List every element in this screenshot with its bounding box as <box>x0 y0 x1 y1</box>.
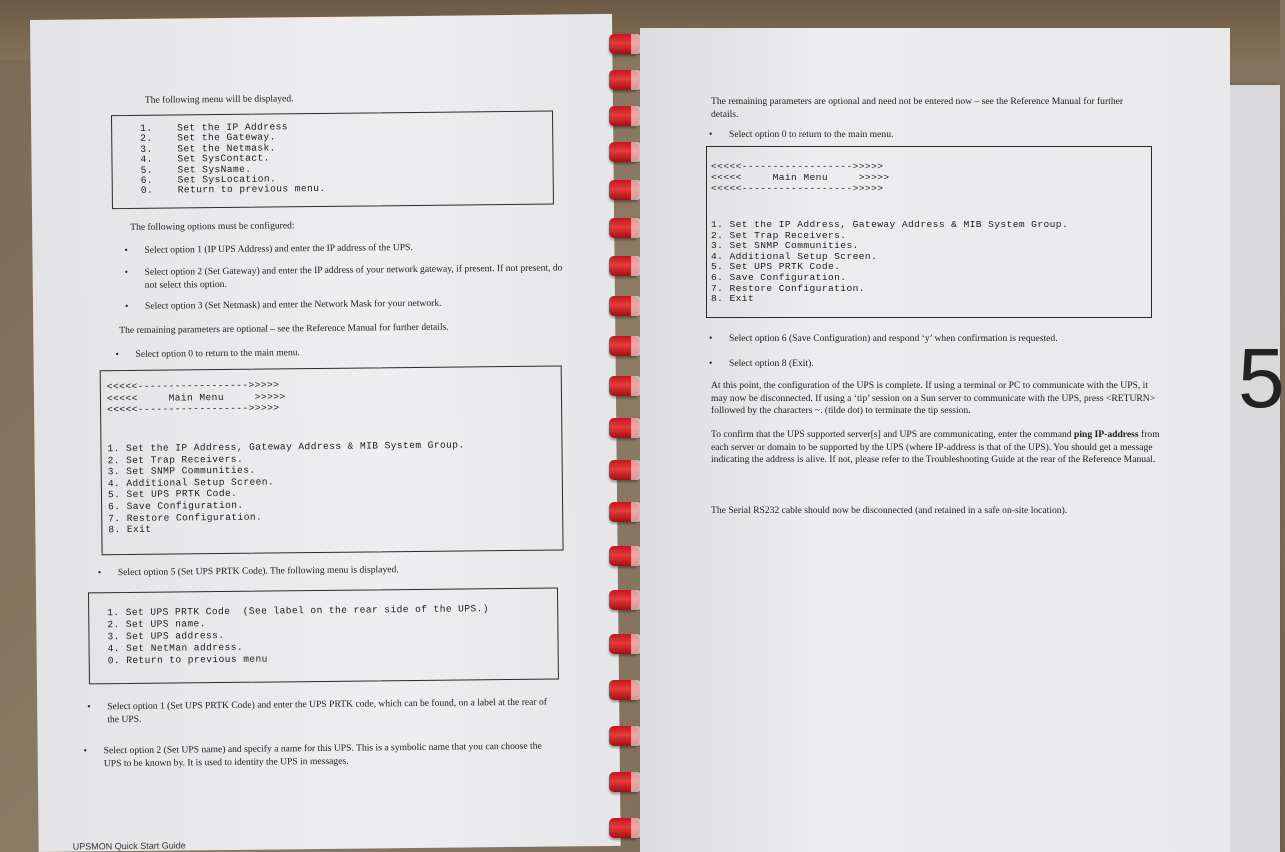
bullet-option-0: • Select option 0 to return to the main menu. <box>135 344 565 361</box>
prtk-menu-box <box>88 588 559 685</box>
bullet-ups-name: • Select option 2 (Set UPS name) and specify a name for this UPS. This is a symbolic name that you can choose the UPS to be known by. It is used to identity the UPS in messages. <box>104 741 559 771</box>
binding-ring <box>609 680 639 700</box>
bullet-return-main: • Select option 0 to return to the main menu. <box>729 129 1149 142</box>
binding-ring <box>609 296 639 316</box>
options-menu-box <box>111 111 554 210</box>
bullet-option-3: • Select option 3 (Set Netmask) and enter the Network Mask for your network. <box>145 296 575 313</box>
must-configure-text: The following options must be configured: <box>130 220 295 233</box>
binding-ring <box>609 256 639 276</box>
main-menu-box <box>100 365 564 555</box>
binding-ring <box>609 34 639 54</box>
binding-ring <box>609 218 639 238</box>
prtk-menu-text: 1. Set UPS PRTK Code (See label on the rear side of the UPS.) 2. Set UPS name. 3. Set UPS address. 4. Set NetMan address. 0. Return to previous menu <box>107 603 489 667</box>
binding-ring <box>609 546 639 566</box>
binding-ring <box>609 70 639 90</box>
bullet-option-5: • Select option 5 (Set UPS PRTK Code). The following menu is displayed. <box>118 563 548 580</box>
serial-cable-note: The Serial RS232 cable should now be disconnected (and retained in a safe on-site location). <box>711 505 1068 516</box>
page-footer: UPSMON Quick Start Guide <box>72 840 186 852</box>
left-page <box>30 14 621 852</box>
ping-command: ping IP-address <box>1074 429 1139 440</box>
main-menu-items: 1. Set the IP Address, Gateway Address & MIB System Group. 2. Set Trap Receivers. 3. Set SNMP Communities. 4. Additional Setup Screen. 5. Set UPS PRTK Code. 6. Save Configuration. 7. Restore Configuration. 8. Exit <box>711 219 1069 305</box>
main-menu-box <box>706 146 1152 318</box>
main-menu-header: <<<<<------------------>>>>> <<<<< Main Menu >>>>> <<<<<------------------>>>>> <box>106 379 286 416</box>
bullet-option-2: • Select option 2 (Set Gateway) and enter the IP address of your network gateway, if present. If not present, do not select this option. <box>145 262 575 292</box>
main-menu-items: 1. Set the IP Address, Gateway Address & MIB System Group. 2. Set Trap Receivers. 3. Set SNMP Communities. 4. Additional Setup Screen. 5. Set UPS PRTK Code. 6. Save Configuration. 7. Restore Configuration. 8. Exit <box>107 439 465 536</box>
binding-ring <box>609 418 639 438</box>
bullet-prtk-code: • Select option 1 (Set UPS PRTK Code) and enter the UPS PRTK code, which can be found, on a label at the rear of the UPS. <box>107 697 557 727</box>
binding-ring <box>609 726 639 746</box>
binding-ring <box>609 180 639 200</box>
completion-paragraph: At this point, the configuration of the UPS is complete. If using a terminal or PC to communicate with the UPS, it may now be disconnected. If using a ‘tip’ session on a Sun server to communicate with the UPS, press <RETURN> followed by the characters ~. (tilde dot) to terminate the tip session. <box>711 380 1156 416</box>
intro-text: The following menu will be displayed. <box>144 93 294 106</box>
right-page <box>640 28 1230 852</box>
bullet-exit: • Select option 8 (Exit). <box>729 358 1169 371</box>
options-menu-text: 1. Set the IP Address 2. Set the Gateway. 3. Set the Netmask. 4. Set SysContact. 5. Set SysName. 6. Set SysLocation. 0. Return to previous menu. <box>140 121 326 197</box>
binding-ring <box>609 336 639 356</box>
binding-ring <box>609 106 639 126</box>
binding-ring <box>609 818 639 838</box>
binding-ring <box>609 634 639 654</box>
binding-ring <box>609 460 639 480</box>
ping-paragraph <box>711 429 1161 467</box>
bullet-option-1: • Select option 1 (IP UPS Address) and enter the IP address of the UPS. <box>144 240 574 257</box>
next-page-digit: 5 <box>1238 331 1285 425</box>
spiral-binding <box>605 0 645 852</box>
binding-ring <box>609 590 639 610</box>
binding-ring <box>609 376 639 396</box>
binding-ring <box>609 142 639 162</box>
ping-text-start: To confirm that the UPS supported server[s] and UPS are communicating, enter the command <box>711 429 1075 440</box>
binding-ring <box>609 772 639 792</box>
main-menu-header: <<<<<------------------>>>>> <<<<< Main Menu >>>>> <<<<<------------------>>>>> <box>711 161 890 194</box>
bullet-save-config: • Select option 6 (Save Configuration) and respond ‘y’ when confirmation is requested. <box>729 333 1169 346</box>
optional-note: The remaining parameters are optional and need not be entered now – see the Reference Manual for further details. <box>711 96 1124 120</box>
ping-text-end: from each server or domain to be supported by the UPS (where IP-address is that of the UPS). You should get a message indicating the address is alive. If not, please refer to the Troubleshooting Guide at the rear of the Reference Manual. <box>711 429 1160 465</box>
remaining-text: The remaining parameters are optional – see the Reference Manual for further details. <box>119 321 449 337</box>
binding-ring <box>609 502 639 522</box>
